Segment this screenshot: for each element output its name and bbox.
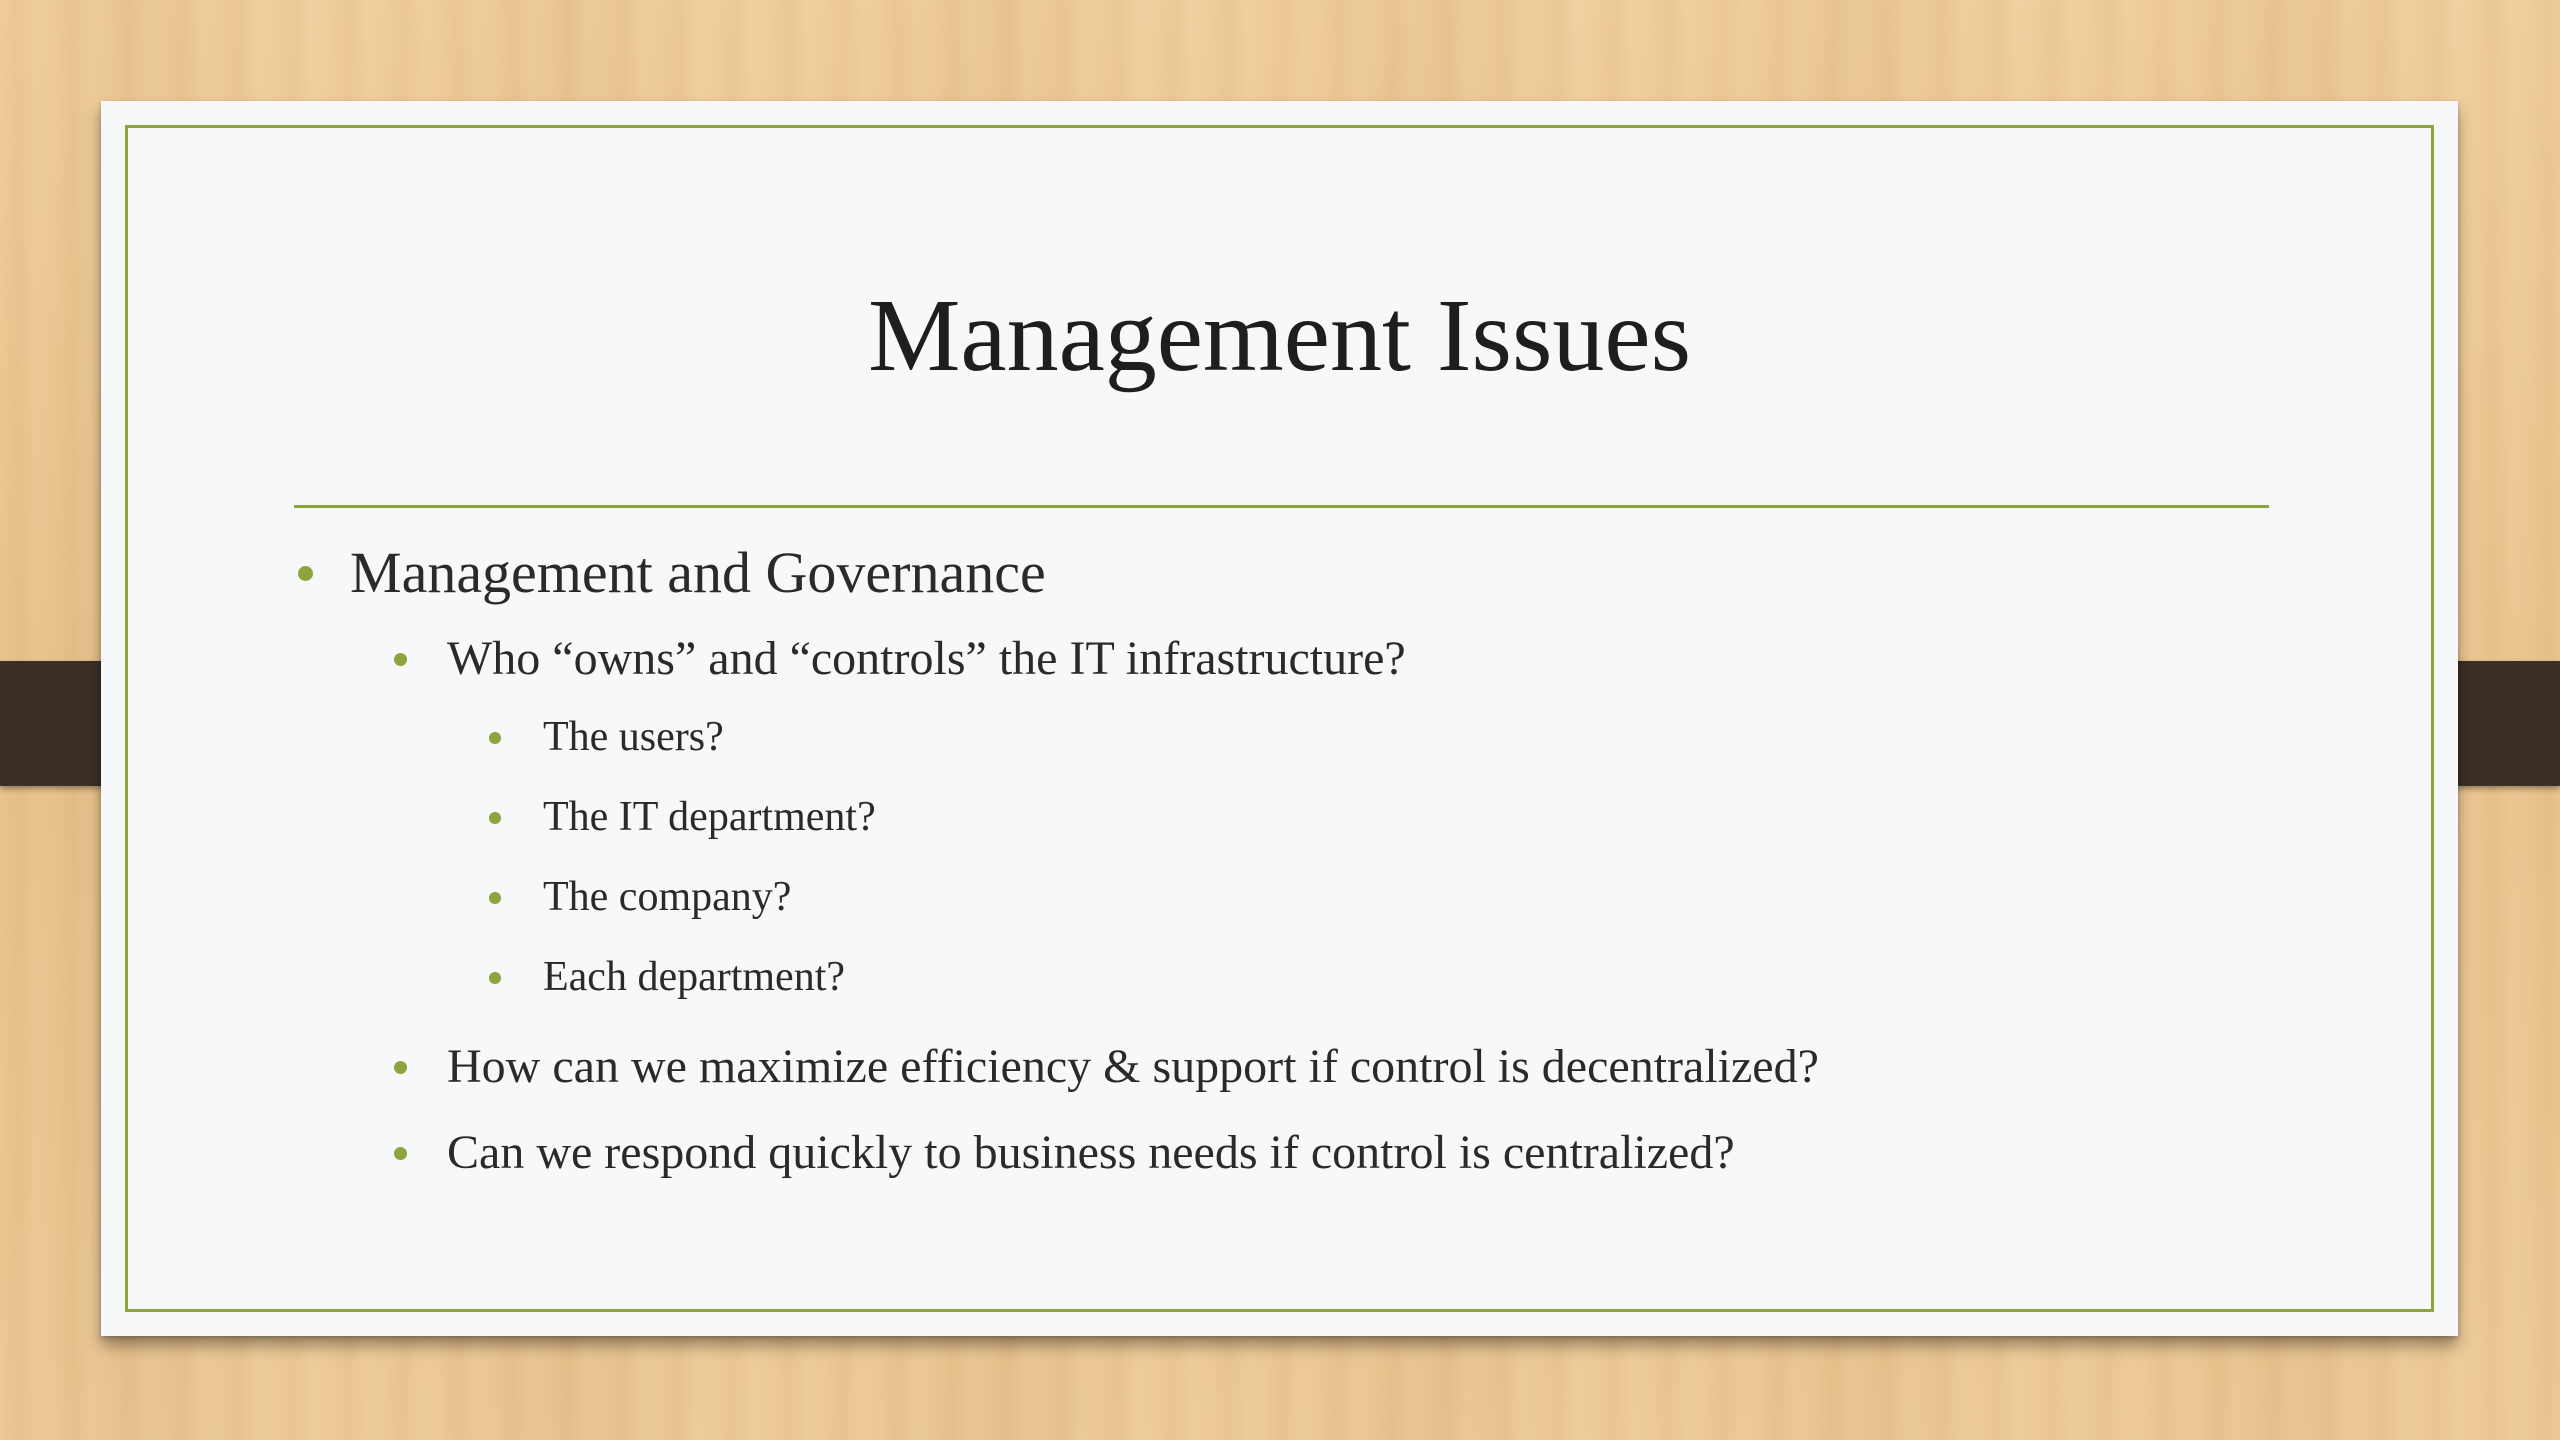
bullet-list — [294, 539, 2274, 1180]
bullet-dot-icon — [489, 892, 501, 904]
slide — [101, 101, 2458, 1336]
bullet-dot-icon — [489, 972, 501, 984]
title-divider — [294, 505, 2269, 508]
bullet-text: The users? — [543, 714, 724, 760]
bullet-dot-icon — [489, 812, 501, 824]
bullet-each-department — [294, 953, 2274, 1033]
bullet-text: Each department? — [543, 954, 845, 1000]
bullet-dot-icon — [489, 732, 501, 744]
bullet-text: The IT department? — [543, 794, 876, 840]
bullet-it-department — [294, 793, 2274, 873]
bullet-text: How can we maximize efficiency & support if control is decentralized? — [447, 1040, 1819, 1093]
bullet-respond-quickly — [294, 1125, 2274, 1180]
bullet-management-governance — [294, 539, 2274, 631]
bullet-company — [294, 873, 2274, 953]
bullet-dot-icon — [394, 1147, 407, 1160]
bullet-text: Who “owns” and “controls” the IT infrastructure? — [447, 632, 1406, 685]
slide-title: Management Issues — [867, 278, 1692, 393]
bullet-text: Management and Governance — [350, 540, 1046, 605]
bullet-maximize-efficiency — [294, 1039, 2274, 1125]
bullet-text: The company? — [543, 874, 792, 920]
bullet-users — [294, 713, 2274, 793]
bullet-dot-icon — [394, 653, 407, 666]
bullet-who-owns — [294, 631, 2274, 713]
bullet-text: Can we respond quickly to business needs if control is centralized? — [447, 1126, 1735, 1179]
bullet-dot-icon — [394, 1061, 407, 1074]
bullet-dot-icon — [298, 566, 313, 581]
